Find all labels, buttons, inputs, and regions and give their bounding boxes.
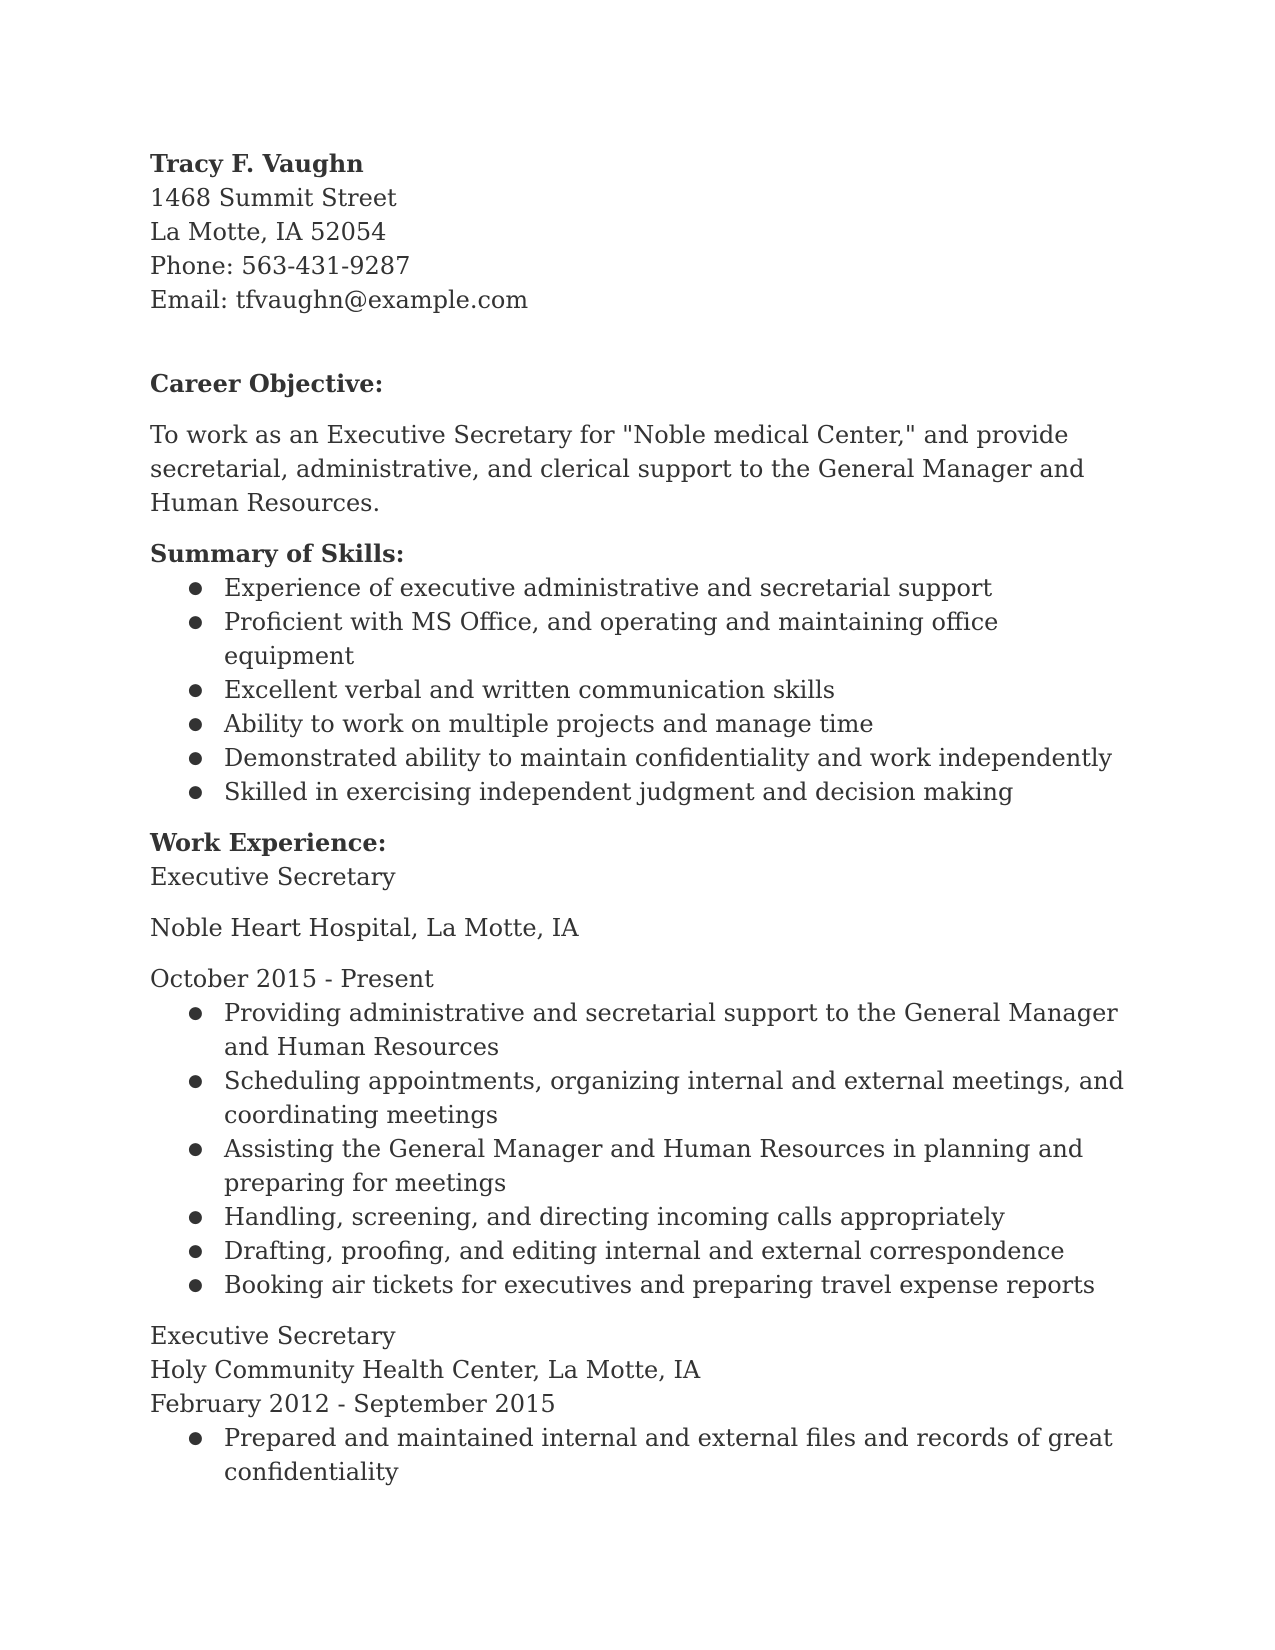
duty-item: ● Scheduling appointments, organizing internal and external meetings, and coordinating meetings <box>150 1064 1130 1132</box>
duty-item: ● Booking air tickets for executives and preparing travel expense reports <box>150 1268 1130 1302</box>
job-duties-list <box>150 1421 1130 1489</box>
job-employer: Holy Community Health Center, La Motte, IA <box>150 1356 701 1384</box>
job-employer: Noble Heart Hospital, La Motte, IA <box>150 914 579 942</box>
candidate-name: Tracy F. Vaughn <box>150 149 364 178</box>
city-state-zip: La Motte, IA 52054 <box>150 218 387 246</box>
skills-section <box>150 537 1130 809</box>
skill-item: ● Excellent verbal and written communication skills <box>150 673 1130 707</box>
skill-item: ● Experience of executive administrative and secretarial support <box>150 571 1130 605</box>
career-objective-text: To work as an Executive Secretary for "Noble medical Center," and provide secretarial, administrative, and clerical support to the General Manager and Human Resources. <box>150 421 1085 517</box>
duty-item: ● Prepared and maintained internal and external files and records of great confidentiality <box>150 1421 1130 1489</box>
career-objective-heading: Career Objective: <box>150 369 384 398</box>
contact-block <box>150 147 1130 317</box>
skill-item: ● Ability to work on multiple projects and manage time <box>150 707 1130 741</box>
job-dates: February 2012 - September 2015 <box>150 1390 556 1418</box>
skills-list <box>150 571 1130 809</box>
job-title: Executive Secretary <box>150 863 396 891</box>
skill-item: ● Skilled in exercising independent judgment and decision making <box>150 775 1130 809</box>
work-experience-section <box>150 826 1130 1489</box>
skill-item: ● Proficient with MS Office, and operating and maintaining office equipment <box>150 605 1130 673</box>
job-dates: October 2015 - Present <box>150 965 434 993</box>
skills-heading: Summary of Skills: <box>150 539 405 568</box>
duty-item: ● Providing administrative and secretarial support to the General Manager and Human Resources <box>150 996 1130 1064</box>
career-objective-section <box>150 367 1130 520</box>
job-title: Executive Secretary <box>150 1322 396 1350</box>
phone-number: Phone: 563-431-9287 <box>150 252 411 280</box>
job-entry-1 <box>150 860 1130 1302</box>
duty-item: ● Handling, screening, and directing incoming calls appropriately <box>150 1200 1130 1234</box>
job-entry-2 <box>150 1319 1130 1489</box>
email-address: Email: tfvaughn@example.com <box>150 286 529 314</box>
resume-content <box>150 147 1130 1489</box>
job-duties-list <box>150 996 1130 1302</box>
duty-item: ● Drafting, proofing, and editing internal and external correspondence <box>150 1234 1130 1268</box>
street-address: 1468 Summit Street <box>150 184 397 212</box>
work-experience-heading: Work Experience: <box>150 828 387 857</box>
skill-item: ● Demonstrated ability to maintain confidentiality and work independently <box>150 741 1130 775</box>
duty-item: ● Assisting the General Manager and Human Resources in planning and preparing for meetings <box>150 1132 1130 1200</box>
